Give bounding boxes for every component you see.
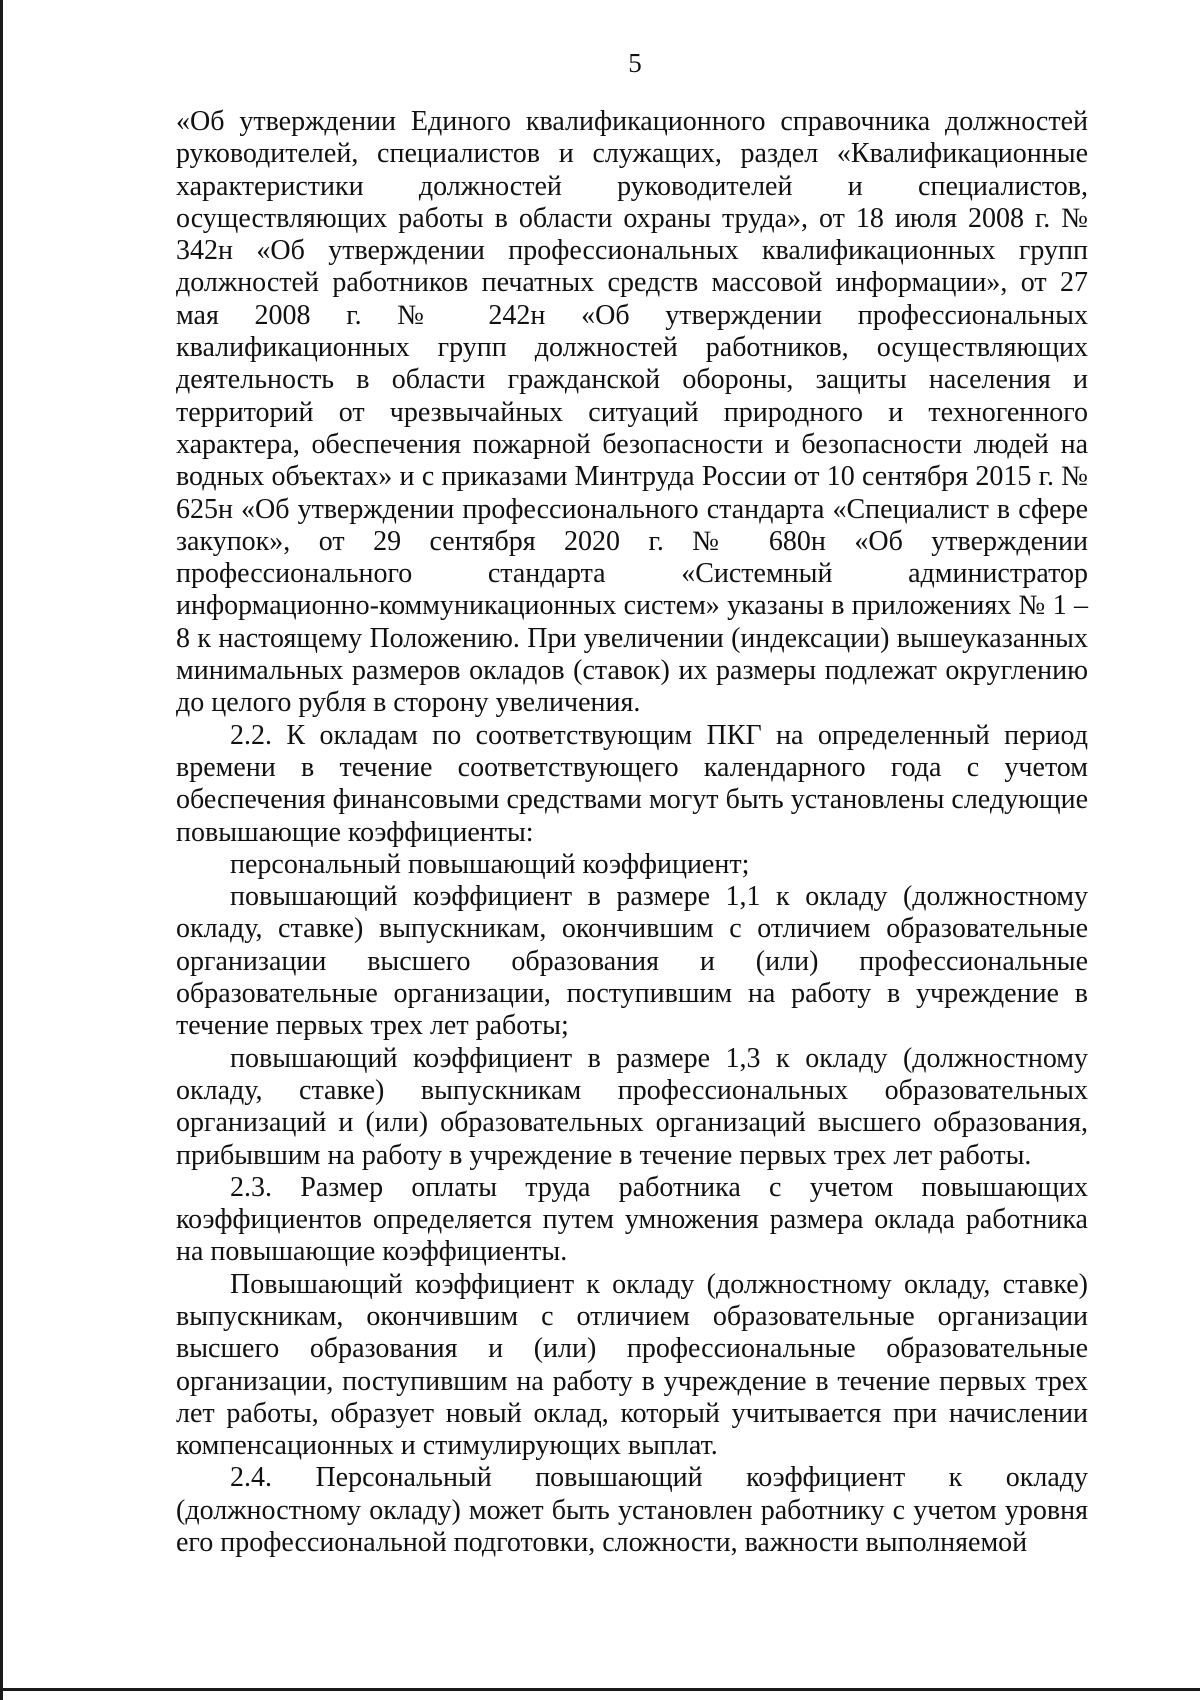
paragraph-2-3: 2.3. Размер оплаты труда работника с учетом повышающих коэффициентов определяется путем умножения размера оклада работника на повышающие коэффициенты. bbox=[176, 1171, 1088, 1268]
document-body bbox=[176, 106, 1088, 1559]
paragraph-new-salary: Повышающий коэффициент к окладу (должностному окладу, ставке) выпускникам, окончившим с отличием образовательные организации высшего образования и (или) профессиональные образовательные организации, поступившим на работу в учреждение в течение первых трех лет работы, образует новый оклад, который учитывается при начислении компенсационных и стимулирующих выплат. bbox=[176, 1268, 1088, 1462]
page-number: 5 bbox=[628, 48, 642, 78]
paragraph-coefficient-1-3: повышающий коэффициент в размере 1,3 к окладу (должностному окладу, ставке) выпускникам профессиональных образовательных организаций и (или) образовательных организаций высшего образования, прибывшим на работу в учреждение в течение первых трех лет работы. bbox=[176, 1042, 1088, 1171]
paragraph-2-2: 2.2. К окладам по соответствующим ПКГ на определенный период времени в течение соответствующего календарного года с учетом обеспечения финансовыми средствами могут быть установлены следующие повышающие коэффициенты: bbox=[176, 719, 1088, 848]
scan-bottom-border bbox=[0, 1688, 1200, 1691]
paragraph-2-4: 2.4. Персональный повышающий коэффициент к окладу (должностному окладу) может быть установлен работнику с учетом уровня его профессиональной подготовки, сложности, важности выполняемой bbox=[176, 1462, 1088, 1559]
paragraph-continuation: «Об утверждении Единого квалификационного справочника должностей руководителей, специалистов и служащих, раздел «Квалификационные характеристики должностей руководителей и специалистов, осуществляющих работы в области охраны труда», от 18 июля 2008 г. № 342н «Об утверждении профессиональных квалификационных групп должностей работников печатных средств массовой информации», от 27 мая 2008 г. № 242н «Об утверждении профессиональных квалификационных групп должностей работников, осуществляющих деятельность в области гражданской обороны, защиты населения и территорий от чрезвычайных ситуаций природного и техногенного характера, обеспечения пожарной безопасности и безопасности людей на водных объектах» и с приказами Минтруда России от 10 сентября 2015 г. № 625н «Об утверждении профессионального стандарта «Специалист в сфере закупок», от 29 сентября 2020 г. № 680н «Об утверждении профессионального стандарта «Системный администратор информационно-коммуникационных систем» указаны в приложениях № 1 – 8 к настоящему Положению. При увеличении (индексации) вышеуказанных минимальных размеров окладов (ставок) их размеры подлежат округлению до целого рубля в сторону увеличения. bbox=[176, 106, 1088, 719]
scan-left-border bbox=[0, 0, 3, 1700]
paragraph-coefficient-1-1: повышающий коэффициент в размере 1,1 к окладу (должностному окладу, ставке) выпускникам, окончившим с отличием образовательные организации высшего образования и (или) профессиональные образовательные организации, поступившим на работу в учреждение в течение первых трех лет работы; bbox=[176, 881, 1088, 1042]
paragraph-personal-coefficient: персональный повышающий коэффициент; bbox=[230, 848, 750, 880]
